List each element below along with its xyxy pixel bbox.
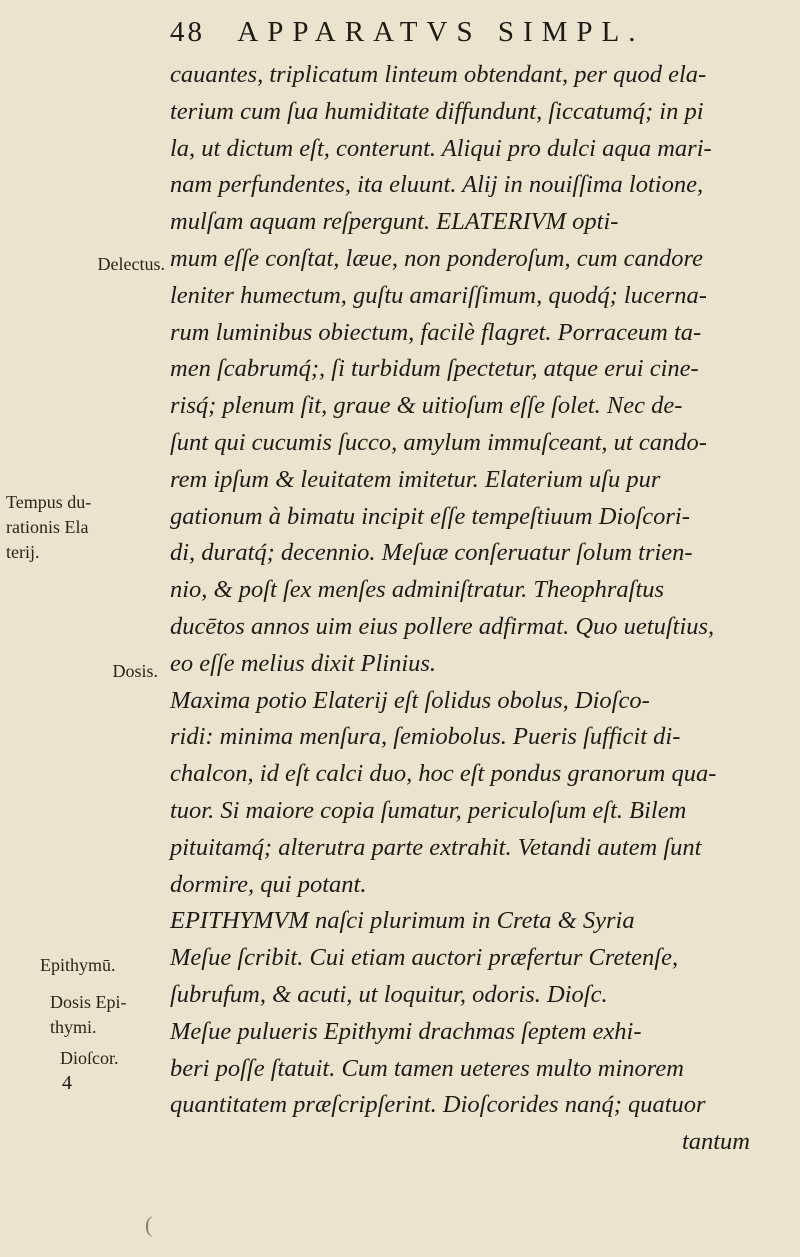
page-header — [170, 16, 710, 54]
text-line: nio, & poſt ſex menſes adminiſtratur. Theophraſtus — [170, 576, 665, 604]
main-text — [170, 57, 780, 1161]
text-line: cauantes, triplicatum linteum obtendant, per quod ela- — [170, 61, 707, 88]
text-line: terium cum ſua humiditate diffundunt, ſiccatumq́; in pi — [170, 97, 704, 125]
text-line: Meſue pulueris Epithymi drachmas ſeptem exhi- — [170, 1017, 642, 1045]
text-line: men ſcabrumq́;, ſi turbidum ſpectetur, atque erui cine- — [170, 355, 699, 383]
text-line: EPITHYMVM naſci plurimum in Creta & Syria — [170, 907, 635, 935]
text-line: la, ut dictum eſt, conterunt. Aliqui pro dulci aqua mari- — [170, 134, 712, 162]
text-line: ducētos annos uim eius pollere adfirmat. Quo uetuſtius, — [170, 612, 715, 640]
running-title: APPARATVS SIMPL. — [237, 16, 645, 48]
text-line: di, duratq́; decennio. Meſuæ conſeruatur ſolum trien- — [170, 539, 693, 567]
text-line: beri poſſe ſtatuit. Cum tamen ueteres multo minorem — [170, 1054, 684, 1082]
text-line: eo eſſe melius dixit Plinius. — [170, 649, 437, 677]
catchword: tantum — [681, 1128, 750, 1156]
text-line: leniter humectum, guſtu amariſſimum, quodq́; lucerna- — [170, 281, 707, 309]
text-line: gationum à bimatu incipit eſſe tempeſtiuum Dioſcori- — [170, 502, 690, 530]
text-line: ridi: minima menſura, ſemiobolus. Pueris ſufficit di- — [170, 723, 681, 751]
margin-note-dosis: Dosis. — [112, 661, 158, 681]
text-line: quantitatem præſcripſerint. Dioſcorides nanq́; quatuor — [170, 1091, 706, 1119]
text-line: mulſam aquam reſpergunt. ELATERIVM opti- — [170, 208, 619, 236]
text-line: dormire, qui potant. — [170, 870, 367, 898]
margin-notes — [0, 0, 165, 1257]
text-line: pituitamq́; alterutra parte extrahit. Vetandi autem ſunt — [170, 833, 702, 861]
text-line: mum eſſe conſtat, læue, non ponderoſum, cum candore — [170, 244, 704, 272]
text-line: nam perfundentes, ita eluunt. Alij in nouiſſima lotione, — [170, 171, 704, 199]
text-line: ſunt qui cucumis ſucco, amylum immuſceant, ut cando- — [170, 428, 707, 456]
margin-note-delectus: Delectus. — [97, 254, 165, 274]
margin-note-epithymu: Epithymū. — [40, 955, 116, 975]
text-line: tuor. Si maiore copia ſumatur, periculoſum eſt. Bilem — [170, 796, 687, 824]
text-line: rem ipſum & leuitatem imitetur. Elaterium uſu pur — [170, 465, 661, 493]
text-line: Maxima potio Elaterij eſt ſolidus obolus, Dioſco- — [170, 686, 650, 714]
text-line: chalcon, id eſt calci duo, hoc eſt pondus granorum qua- — [170, 760, 717, 788]
stray-mark: ( — [145, 1212, 153, 1237]
text-line: risq́; plenum ſit, graue & uitioſum eſſe ſolet. Nec de- — [170, 392, 683, 420]
margin-note-dosis-epithymi: Dosis Epi- thymi. — [50, 992, 127, 1037]
text-line: ſubrufum, & acuti, ut loquitur, odoris. Dioſc. — [170, 980, 608, 1008]
text-line: Meſue ſcribit. Cui etiam auctori præfertur Cretenſe, — [170, 944, 679, 972]
text-line: rum luminibus obiectum, facilè flagret. Porraceum ta- — [170, 318, 702, 346]
signature-mark: 4 — [62, 1072, 72, 1094]
margin-note-dioscor: Dioſcor. — [60, 1048, 119, 1068]
margin-note-tempus: Tempus du- rationis Ela terij. — [6, 492, 92, 562]
page-number: 48 — [170, 16, 205, 48]
